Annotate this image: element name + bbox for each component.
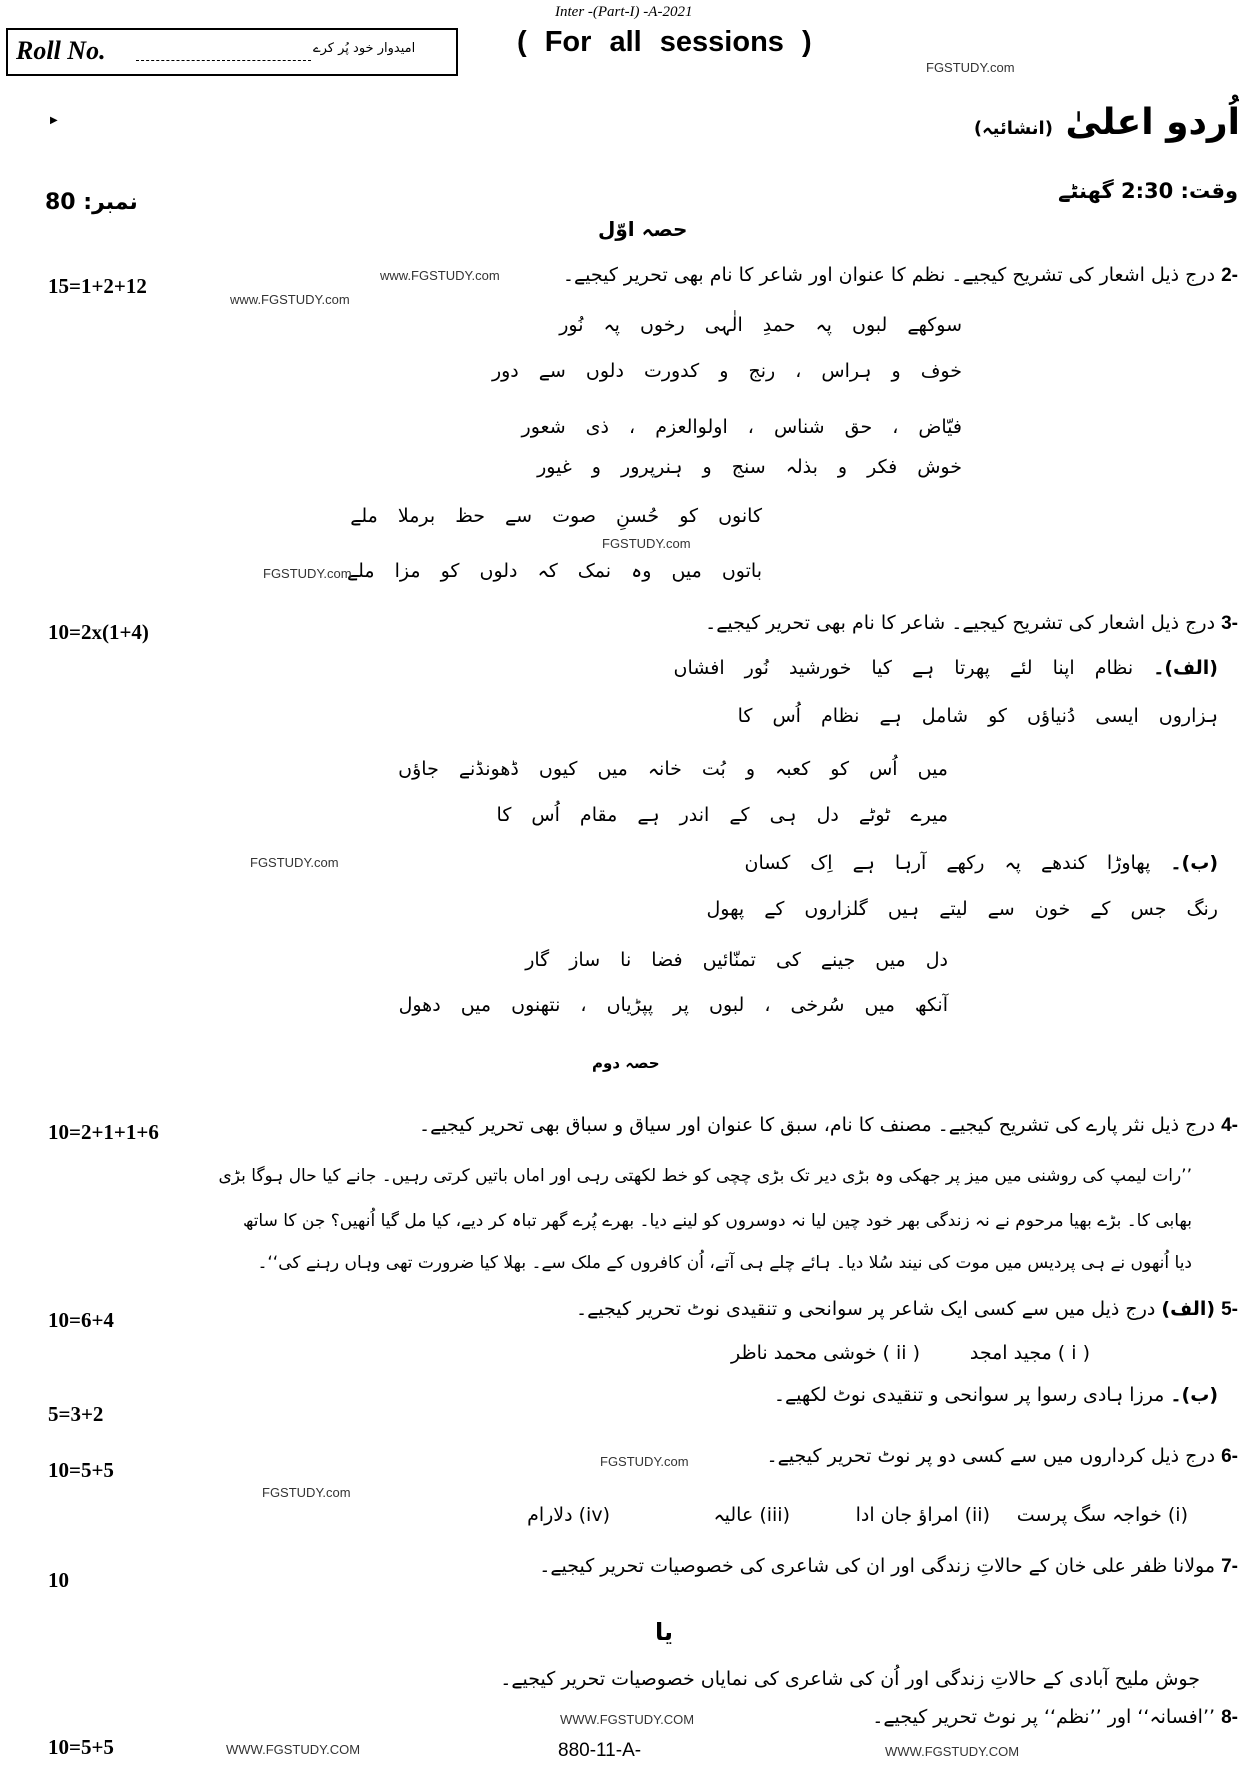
paper-type: (انشائیہ) (973, 118, 1053, 139)
marks-q3: 10=2x(1+4) (48, 620, 149, 644)
question-text: درج ذیل اشعار کی تشریح کیجیے۔ نظم کا عنوان اور شاعر کا نام بھی تحریر کیجیے۔ (562, 264, 1216, 286)
option: (iv) دلارام (527, 1504, 610, 1526)
part-label: (الف) (1161, 1298, 1216, 1320)
option: ( ii ) خوشی محمد ناظر (731, 1342, 920, 1364)
question-7 (539, 1553, 1238, 1580)
passage-line: دیا اُنھوں نے ہی پردیس میں موت کی نیند سُلا دیا۔ ہائے چلے ہی آتے، اُن کافروں کے ملک سے۔ بھلا کیا ضرورت تھی وہاں رہنے کی‘‘۔ (257, 1253, 1192, 1273)
question-number: -4 (1221, 1115, 1238, 1136)
question-8 (872, 1704, 1238, 1731)
verse-line (745, 850, 1218, 876)
question-3 (705, 610, 1238, 637)
passage-line: ’’رات لیمپ کی روشنی میں میز پر جھکی وہ بڑی دیر تک بڑی چچی کو خط لکھتی رہی اور اماں باتیں کرتی رہیں۔ جانے کیا حال ہوگا بڑی (218, 1166, 1192, 1186)
verse-line: آنکھ میں سُرخی ، لبوں پر پپڑیاں ، نتھنوں میں دھول (398, 994, 948, 1016)
verse-line (674, 655, 1218, 681)
watermark: WWW.FGSTUDY.COM (560, 1712, 695, 1727)
watermark: FGSTUDY.com (926, 60, 1015, 75)
verse-line: ہزاروں ایسی دُنیاؤں کو شامل ہے نظام اُس کا (737, 705, 1218, 727)
question-text: درج ذیل نثر پارے کی تشریح کیجیے۔ مصنف کا نام، سبق کا عنوان اور سیاق و سباق بھی تحریر کیجیے۔ (418, 1114, 1216, 1136)
roll-no-box (6, 28, 458, 76)
option: (iii) عالیہ (713, 1504, 790, 1526)
sessions-label: ( For all sessions ) (517, 26, 812, 58)
option: (ii) امراؤ جان ادا (855, 1504, 990, 1526)
question-text: مولانا ظفر علی خان کے حالاتِ زندگی اور ان کی شاعری کی خصوصیات تحریر کیجیے۔ (539, 1555, 1216, 1577)
section-2-heading: حصہ دوم (592, 1054, 660, 1072)
subject-title (974, 100, 1240, 152)
question-number: -2 (1221, 265, 1238, 286)
marks-q5b: 5=3+2 (48, 1402, 104, 1426)
question-4 (419, 1112, 1238, 1139)
part-label: (ب)۔ (1170, 852, 1218, 874)
marks-q6: 10=5+5 (48, 1458, 114, 1482)
verse-line: میرے ٹوٹے دل ہی کے اندر ہے مقام اُس کا (496, 804, 948, 826)
question-text: مرزا ہادی رسوا پر سوانحی و تنقیدی نوٹ لکھیے۔ (773, 1384, 1165, 1406)
arrow-mark: ▶ (50, 115, 58, 126)
question-number: -7 (1221, 1556, 1238, 1577)
watermark: www.FGSTUDY.com (230, 292, 350, 307)
verse-line: سوکھے لبوں پہ حمدِ الٰہی رخوں پہ نُور (559, 314, 962, 336)
paper-code: Inter -(Part-I) -A-2021 (555, 4, 693, 20)
question-5a (576, 1296, 1238, 1323)
verse-line: دل میں جینے کی تمنّائیں فضا نا ساز گار (525, 949, 948, 971)
verse-line: رنگ جس کے خون سے لیتے ہیں گلزاروں کے پھول (706, 898, 1218, 920)
question-number: -8 (1221, 1707, 1238, 1728)
question-text: ’’افسانہ‘‘ اور ’’نظم‘‘ پر نوٹ تحریر کیجیے۔ (872, 1706, 1216, 1728)
roll-no-label: Roll No. (16, 36, 106, 65)
verse-line: کانوں کو حُسنِ صوت سے حظ برملا ملے (350, 505, 762, 527)
paper-footer-code: 880-11-A- (558, 1740, 642, 1761)
question-7-alternative: جوش ملیح آبادی کے حالاتِ زندگی اور اُن کی شاعری کی نمایاں خصوصیات تحریر کیجیے۔ (500, 1668, 1200, 1690)
marks-q7: 10 (48, 1568, 69, 1592)
question-5b (774, 1382, 1218, 1408)
passage-line: بھابی کا۔ بڑے بھیا مرحوم نے نہ زندگی بھر خود چین لیا نہ دوسروں کو لینے دیا۔ بھرے پُرے گھر تباہ کر دیے، کیا مل گیا اُنھیں؟ جن کا ساتھ (242, 1211, 1192, 1231)
part-label: (الف)۔ (1153, 657, 1218, 679)
watermark: FGSTUDY.com (602, 536, 691, 551)
section-1-heading: حصہ اوّل (598, 217, 688, 241)
watermark: www.FGSTUDY.com (380, 268, 500, 283)
question-text: درج ذیل میں سے کسی ایک شاعر پر سوانحی و تنقیدی نوٹ تحریر کیجیے۔ (576, 1298, 1156, 1320)
question-text: درج ذیل اشعار کی تشریح کیجیے۔ شاعر کا نام بھی تحریر کیجیے۔ (705, 612, 1216, 634)
time-allowed: وقت: 2:30 گھنٹے (1058, 179, 1238, 203)
question-6 (767, 1443, 1238, 1470)
watermark: FGSTUDY.com (250, 855, 339, 870)
watermark: FGSTUDY.com (263, 566, 352, 581)
watermark: WWW.FGSTUDY.COM (226, 1742, 361, 1757)
option: (i) خواجہ سگ پرست (1016, 1504, 1188, 1526)
total-marks: نمبر: 80 (45, 190, 138, 215)
question-number: -3 (1221, 613, 1238, 634)
verse-line: خوف و ہراس ، رنج و کدورت دلوں سے دور (491, 360, 962, 382)
verse-line: باتوں میں وہ نمک کہ دلوں کو مزا ملے (346, 560, 762, 582)
verse-text: نظام اپنا لئے پھرتا ہے کیا خورشید نُور افشاں (673, 657, 1134, 679)
part-label: (ب)۔ (1170, 1384, 1218, 1406)
question-2 (563, 262, 1238, 289)
subject: اُردو اعلیٰ (1065, 102, 1240, 143)
marks-q4: 10=2+1+1+6 (48, 1120, 159, 1144)
marks-q5a: 10=6+4 (48, 1308, 114, 1332)
watermark: FGSTUDY.com (600, 1454, 689, 1469)
verse-line: میں اُس کو کعبہ و بُت خانہ میں کیوں ڈھونڈنے جاؤں (398, 758, 948, 780)
verse-line: فیّاض ، حق شناس ، اولوالعزم ، ذی شعور (521, 416, 962, 438)
question-number: -5 (1221, 1299, 1238, 1320)
or-label: یا (655, 1618, 674, 1646)
option: ( i ) مجید امجد (969, 1342, 1090, 1364)
watermark: WWW.FGSTUDY.COM (885, 1744, 1020, 1759)
verse-text: پھاوڑا کندھے پہ رکھے آرہا ہے اِک کسان (744, 852, 1151, 874)
marks-q2: 15=1+2+12 (48, 274, 147, 298)
marks-q8: 10=5+5 (48, 1735, 114, 1759)
watermark: FGSTUDY.com (262, 1485, 351, 1500)
roll-no-note: امیدوار خود پُر کرے (313, 41, 416, 56)
roll-no-field[interactable] (136, 60, 311, 61)
question-number: -6 (1221, 1446, 1238, 1467)
verse-line: خوش فکر و بذلہ سنج و ہنرپرور و غیور (537, 456, 962, 478)
question-text: درج ذیل کرداروں میں سے کسی دو پر نوٹ تحریر کیجیے۔ (766, 1445, 1216, 1467)
